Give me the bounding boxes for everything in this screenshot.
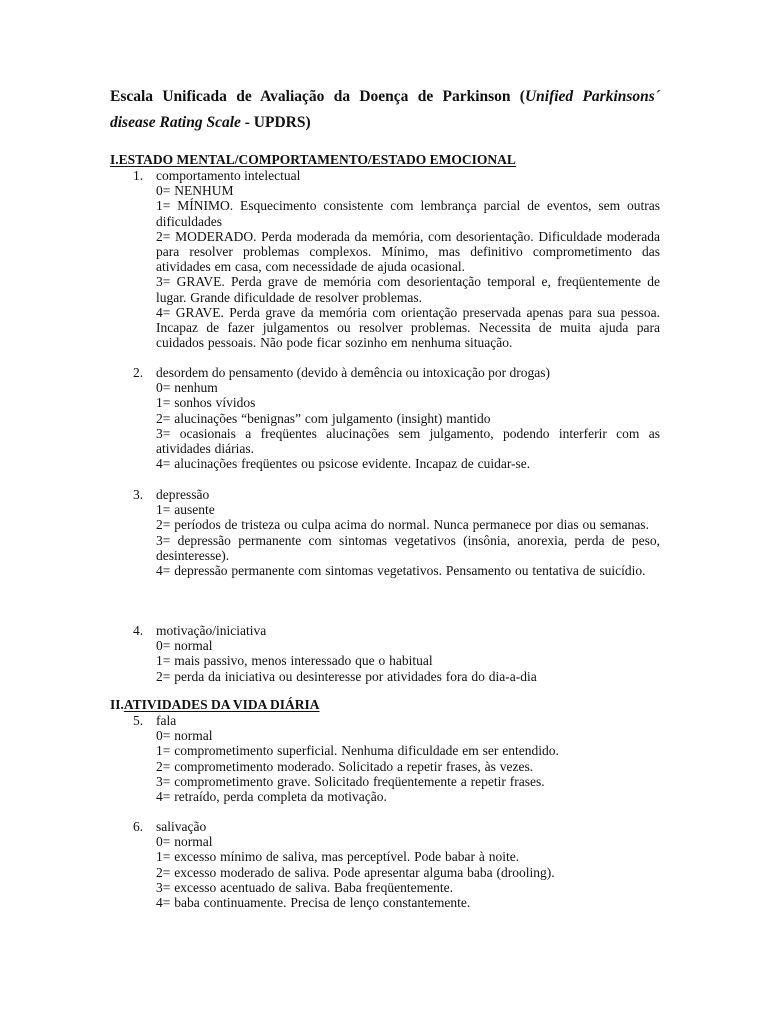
option-text: 0= nenhum	[156, 380, 218, 396]
option-text: 4= GRAVE. Perda grave da memória com orientação preservada apenas para sua pessoa. Incapaz de fazer julgamentos ou resolver problemas. Necessita de muita ajuda para cuidados pessoais. Não pode ficar sozinho em nenhuma situação.	[156, 304, 660, 351]
list-item	[110, 365, 660, 471]
option-text: 2= alucinações “benignas” com julgamento (insight) mantido	[156, 410, 491, 426]
list-item	[110, 487, 660, 578]
item-label: comportamento intelectual	[156, 168, 301, 183]
option-text: 2= excesso moderado de saliva. Pode apresentar alguma baba (drooling).	[156, 864, 555, 880]
section-title: ATIVIDADES DA VIDA DIÁRIA	[123, 697, 320, 712]
option-text: 0= normal	[156, 638, 213, 654]
section-heading-mental: I.ESTADO MENTAL/COMPORTAMENTO/ESTADO EMOCIONAL	[110, 152, 516, 167]
option-text: 4= alucinações freqüentes ou psicose evidente. Incapaz de cuidar-se.	[156, 456, 531, 472]
item-number: 1.	[133, 168, 144, 183]
option-text: 2= períodos de tristeza ou culpa acima do normal. Nunca permanece por dias ou semanas.	[156, 517, 649, 533]
option-text: 3= GRAVE. Perda grave de memória com desorientação temporal e, freqüentemente de lugar. Grande dificuldade de resolver problemas.	[156, 274, 660, 305]
option-text: 3= depressão permanente com sintomas vegetativos (insônia, anorexia, perda de peso, desinteresse).	[156, 532, 660, 563]
option-list	[156, 728, 660, 804]
option-text: 3= ocasionais a freqüentes alucinações sem julgamento, podendo interferir com as atividades diárias.	[156, 425, 660, 457]
option-text: 4= baba continuamente. Precisa de lenço constantemente.	[156, 895, 471, 911]
item-label: salivação	[156, 819, 207, 834]
option-text: 0= normal	[156, 834, 213, 850]
option-text: 1= comprometimento superficial. Nenhuma dificuldade em ser entendido.	[156, 743, 559, 759]
item-number: 2.	[133, 365, 144, 380]
option-text: 2= perda da iniciativa ou desinteresse por atividades fora do dia-a-dia	[156, 668, 537, 684]
option-text: 2= comprometimento moderado. Solicitado a repetir frases, às vezes.	[156, 758, 534, 774]
title-suffix-text: - UPDRS)	[240, 114, 311, 131]
option-text: 1= excesso mínimo de saliva, mas perceptível. Pode babar à noite.	[156, 849, 520, 865]
option-text: 1= sonhos vívidos	[156, 395, 256, 411]
list-item	[110, 168, 660, 350]
option-text: 1= mais passivo, menos interessado que o habitual	[156, 653, 433, 669]
item-label: depressão	[156, 487, 210, 502]
item-number: 5.	[133, 713, 144, 728]
title-italic-text: Unified Parkinsons´ disease Rating Scale	[110, 88, 660, 131]
option-text: 1= ausente	[156, 502, 215, 518]
option-list	[156, 834, 660, 910]
section-prefix: II.	[110, 697, 124, 712]
option-list	[156, 380, 660, 471]
list-item	[110, 623, 660, 684]
option-text: 0= NENHUM	[156, 183, 234, 199]
option-list	[156, 502, 660, 578]
document-title	[110, 84, 660, 136]
list-item	[110, 819, 660, 910]
option-text: 3= excesso acentuado de saliva. Baba freqüentemente.	[156, 879, 453, 895]
option-text: 1= MÍNIMO. Esquecimento consistente com lembrança parcial de eventos, sem outras dificuldades	[156, 198, 660, 229]
option-text: 4= retraído, perda completa da motivação.	[156, 789, 387, 805]
option-text: 4= depressão permanente com sintomas vegetativos. Pensamento ou tentativa de suicídio.	[156, 563, 646, 579]
list-item	[110, 713, 660, 804]
option-text: 3= comprometimento grave. Solicitado freqüentemente a repetir frases.	[156, 773, 545, 789]
item-label: desordem do pensamento (devido à demência ou intoxicação por drogas)	[156, 365, 550, 380]
option-list	[156, 183, 660, 350]
item-label: fala	[156, 713, 177, 728]
item-number: 6.	[133, 819, 144, 834]
option-text: 0= normal	[156, 728, 213, 744]
title-text: Escala Unificada de Avaliação da Doença de Parkinson (	[110, 88, 525, 105]
option-text: 2= MODERADO. Perda moderada da memória, com desorientação. Dificuldade moderada para resolver problemas complexos. Mínimo, mas definitivo comprometimento das atividades em casa, com necessidade de ajuda ocasional.	[156, 228, 660, 275]
item-number: 4.	[133, 623, 144, 638]
option-list	[156, 638, 660, 684]
section-heading-daily-activities	[110, 697, 320, 712]
item-label: motivação/iniciativa	[156, 623, 267, 638]
item-number: 3.	[133, 487, 144, 502]
